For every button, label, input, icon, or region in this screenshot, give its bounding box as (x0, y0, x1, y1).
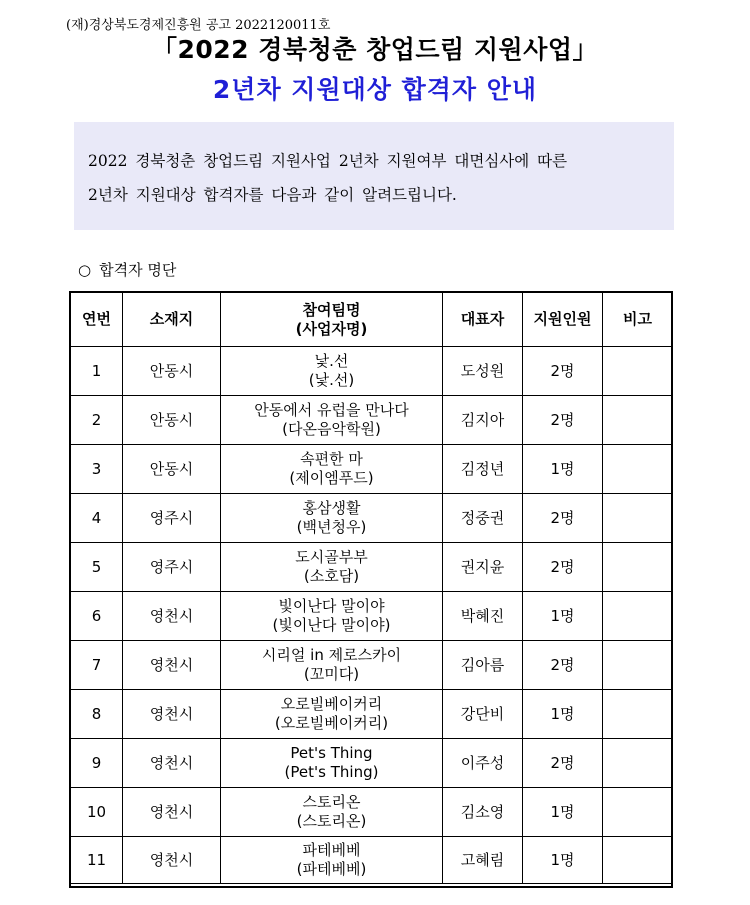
cell-region: 영주시 (123, 494, 221, 543)
cell-team (221, 690, 443, 739)
cell-count: 1명 (523, 837, 603, 884)
cell-region: 영천시 (123, 837, 221, 884)
cell-no: 11 (71, 837, 123, 884)
cell-representative: 정중권 (443, 494, 523, 543)
table-header-row (71, 293, 673, 347)
cell-count: 1명 (523, 788, 603, 837)
intro-line-1: 2022 경북청춘 창업드림 지원사업 2년차 지원여부 대면심사에 따른 (88, 152, 568, 170)
cell-representative: 강단비 (443, 690, 523, 739)
cell-representative: 김소영 (443, 788, 523, 837)
table-row (71, 739, 673, 788)
cell-count: 2명 (523, 739, 603, 788)
table-row (71, 494, 673, 543)
company-name: (Pet's Thing) (284, 763, 379, 781)
cell-no: 6 (71, 592, 123, 641)
table-row (71, 396, 673, 445)
cell-region: 영주시 (123, 543, 221, 592)
cell-region: 영천시 (123, 690, 221, 739)
cell-representative: 고혜림 (443, 837, 523, 884)
cell-representative: 김아름 (443, 641, 523, 690)
header-team-line2: (사업자명) (295, 319, 368, 338)
company-name: (빛이난다 말이야) (272, 616, 391, 634)
cell-team (221, 543, 443, 592)
cell-region: 안동시 (123, 347, 221, 396)
table-row (71, 837, 673, 884)
table-row (71, 641, 673, 690)
table-row (71, 543, 673, 592)
cell-note (603, 445, 673, 494)
company-name: (소호담) (303, 567, 360, 585)
cell-count: 2명 (523, 641, 603, 690)
recipient-table (70, 292, 673, 884)
cell-count: 2명 (523, 347, 603, 396)
team-name: 시리얼 in 제로스카이 (261, 646, 402, 664)
team-name: Pet's Thing (290, 744, 373, 762)
cell-count: 2명 (523, 543, 603, 592)
table-row (71, 690, 673, 739)
team-name: 안동에서 유럽을 만나다 (254, 401, 409, 419)
cell-count: 1명 (523, 592, 603, 641)
cell-no: 3 (71, 445, 123, 494)
cell-representative: 김지아 (443, 396, 523, 445)
header-representative: 대표자 (443, 293, 523, 347)
cell-no: 10 (71, 788, 123, 837)
cell-team (221, 788, 443, 837)
cell-note (603, 494, 673, 543)
page-subtitle: 2년차 지원대상 합격자 안내 (212, 75, 538, 104)
cell-no: 8 (71, 690, 123, 739)
cell-no: 5 (71, 543, 123, 592)
cell-no: 4 (71, 494, 123, 543)
cell-note (603, 396, 673, 445)
cell-team (221, 837, 443, 884)
team-name: 빛이난다 말이야 (278, 597, 385, 615)
cell-team (221, 494, 443, 543)
header-team-line1: 참여팀명 (302, 300, 361, 319)
cell-count: 2명 (523, 494, 603, 543)
circle-bullet-icon: ○ (78, 261, 92, 279)
company-name: (파테베베) (296, 860, 367, 878)
company-name: (백년청우) (296, 518, 367, 536)
cell-count: 1명 (523, 690, 603, 739)
cell-no: 2 (71, 396, 123, 445)
cell-team (221, 739, 443, 788)
cell-region: 영천시 (123, 592, 221, 641)
company-name: (다온음악학원) (282, 420, 381, 438)
cell-note (603, 837, 673, 884)
cell-note (603, 739, 673, 788)
cell-region: 영천시 (123, 739, 221, 788)
team-name: 속편한 마 (300, 450, 363, 468)
team-name: 홍삼생활 (302, 499, 361, 517)
cell-team (221, 396, 443, 445)
company-name: (스토리온) (296, 812, 367, 830)
cell-region: 안동시 (123, 445, 221, 494)
team-name: 오로빌베이커리 (280, 695, 383, 713)
header-note: 비고 (603, 293, 673, 347)
cell-team (221, 347, 443, 396)
cell-no: 9 (71, 739, 123, 788)
cell-team (221, 641, 443, 690)
cell-representative: 김정년 (443, 445, 523, 494)
cell-no: 7 (71, 641, 123, 690)
notice-number: (재)경상북도경제진흥원 공고 2022120011호 (66, 18, 331, 33)
table-row (71, 445, 673, 494)
company-name: (제이엠푸드) (289, 469, 374, 487)
cell-representative: 권지윤 (443, 543, 523, 592)
team-name: 도시골부부 (295, 548, 368, 566)
cell-note (603, 690, 673, 739)
page-title: 「2022 경북청춘 창업드림 지원사업」 (152, 35, 598, 64)
cell-region: 영천시 (123, 641, 221, 690)
team-name: 파테베베 (302, 841, 361, 859)
cell-representative: 도성원 (443, 347, 523, 396)
cell-region: 영천시 (123, 788, 221, 837)
table-row (71, 788, 673, 837)
section-title: 합격자 명단 (99, 261, 177, 279)
cell-no: 1 (71, 347, 123, 396)
header-no: 연번 (71, 293, 123, 347)
intro-line-2: 2년차 지원대상 합격자를 다음과 같이 알려드립니다. (88, 186, 457, 204)
cell-team (221, 592, 443, 641)
header-region: 소재지 (123, 293, 221, 347)
company-name: (낯.선) (308, 371, 355, 389)
cell-note (603, 543, 673, 592)
cell-count: 1명 (523, 445, 603, 494)
header-team (221, 293, 443, 347)
section-heading (78, 259, 176, 280)
team-name: 스토리온 (302, 793, 361, 811)
cell-note (603, 592, 673, 641)
cell-region: 안동시 (123, 396, 221, 445)
team-name: 낯.선 (314, 352, 349, 370)
company-name: (오로빌베이커리) (274, 714, 389, 732)
company-name: (꼬미다) (303, 665, 360, 683)
cell-representative: 박혜진 (443, 592, 523, 641)
cell-note (603, 788, 673, 837)
table-row (71, 592, 673, 641)
cell-note (603, 641, 673, 690)
cell-note (603, 347, 673, 396)
cell-count: 2명 (523, 396, 603, 445)
header-count: 지원인원 (523, 293, 603, 347)
cell-team (221, 445, 443, 494)
intro-box (74, 122, 674, 230)
table-row (71, 347, 673, 396)
cell-representative: 이주성 (443, 739, 523, 788)
